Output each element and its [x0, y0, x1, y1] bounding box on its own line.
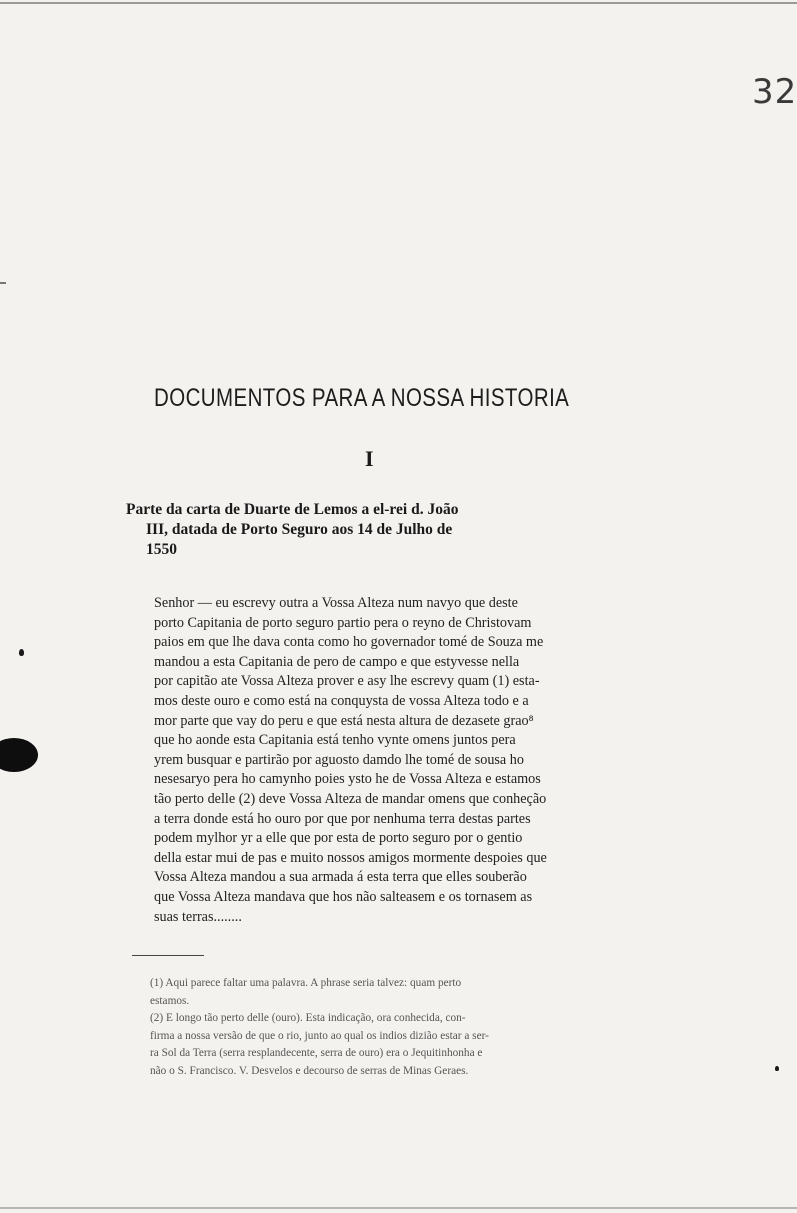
- body-line: nesesaryo pera ho camynho poies ysto he de Vossa Alteza e estamos: [154, 771, 541, 788]
- body-line: que Vossa Alteza mandava que hos não salteasem e os tornasem as: [154, 888, 533, 905]
- section-heading: [126, 500, 636, 560]
- body-line: a terra donde está ho ouro por que por nenhuma terra destas partes: [154, 810, 531, 827]
- footnote-line: (1) Aqui parece faltar uma palavra. A phrase seria talvez: quam perto: [150, 977, 462, 989]
- letter-body: [154, 594, 634, 927]
- section-numeral: I: [365, 446, 374, 471]
- page-title: DOCUMENTOS PARA A NOSSA HISTORIA: [154, 384, 570, 412]
- body-line: mos deste ouro e como está na conquysta de vossa Alteza todo e a: [154, 692, 529, 709]
- body-line: porto Capitania de porto seguro partio pera o reyno de Christovam: [154, 614, 532, 631]
- top-scan-edge: [0, 2, 797, 4]
- body-line: paios em que lhe dava conta como ho governador tomé de Souza me: [154, 634, 544, 651]
- section-heading-line: 1550: [146, 541, 177, 558]
- footnote-line: ra Sol da Terra (serra resplandecente, serra de ouro) era o Jequitinhonha e: [150, 1047, 483, 1059]
- scan-speck: [19, 649, 24, 656]
- footnote-line: (2) E longo tão perto delle (ouro). Esta indicação, ora conhecida, con-: [150, 1012, 466, 1024]
- footnote-line: firma a nossa versão de que o rio, junto ao qual os indios dizião estar a ser-: [150, 1029, 489, 1042]
- bottom-scan-edge: [0, 1207, 797, 1209]
- body-line: por capitão ate Vossa Alteza prover e asy lhe escrevy quam (1) esta-: [154, 673, 540, 690]
- body-line: que ho aonde esta Capitania está tenho vynte omens juntos pera: [154, 732, 516, 749]
- body-line: suas terras........: [154, 908, 242, 925]
- body-line: Vossa Alteza mandou a sua armada á esta terra que elles souberão: [154, 869, 527, 886]
- left-scan-mark: [0, 282, 6, 284]
- body-line: mor parte que vay do peru e que está nesta altura de dezasete grao⁸: [154, 712, 534, 729]
- scan-speck: [775, 1066, 779, 1071]
- footnote-line: estamos.: [150, 994, 190, 1007]
- section-heading-line: Parte da carta de Duarte de Lemos a el-rei d. João: [126, 501, 459, 518]
- page-number: 32: [752, 72, 797, 112]
- footnotes: [150, 975, 635, 1080]
- body-line: yrem busquar e partirão por aguosto damdo lhe tomé de sousa ho: [154, 751, 524, 768]
- footnote-divider: [132, 955, 204, 956]
- body-line: mandou a esta Capitania de pero de campo e que estyvesse nella: [154, 653, 520, 670]
- body-line: Senhor — eu escrevy outra a Vossa Alteza num navyo que deste: [154, 595, 518, 611]
- section-heading-line: III, datada de Porto Seguro aos 14 de Julho de: [146, 521, 453, 538]
- body-line: della estar mui de pas e muito nossos amigos mormente despoies que: [154, 849, 547, 866]
- body-line: tão perto delle (2) deve Vossa Alteza de mandar omens que conheção: [154, 790, 547, 807]
- binding-hole: [0, 738, 38, 772]
- body-line: podem mylhor yr a elle que por esta de porto seguro por o gentio: [154, 830, 523, 847]
- footnote-line: não o S. Francisco. V. Desvelos e decourso de serras de Minas Geraes.: [150, 1064, 469, 1077]
